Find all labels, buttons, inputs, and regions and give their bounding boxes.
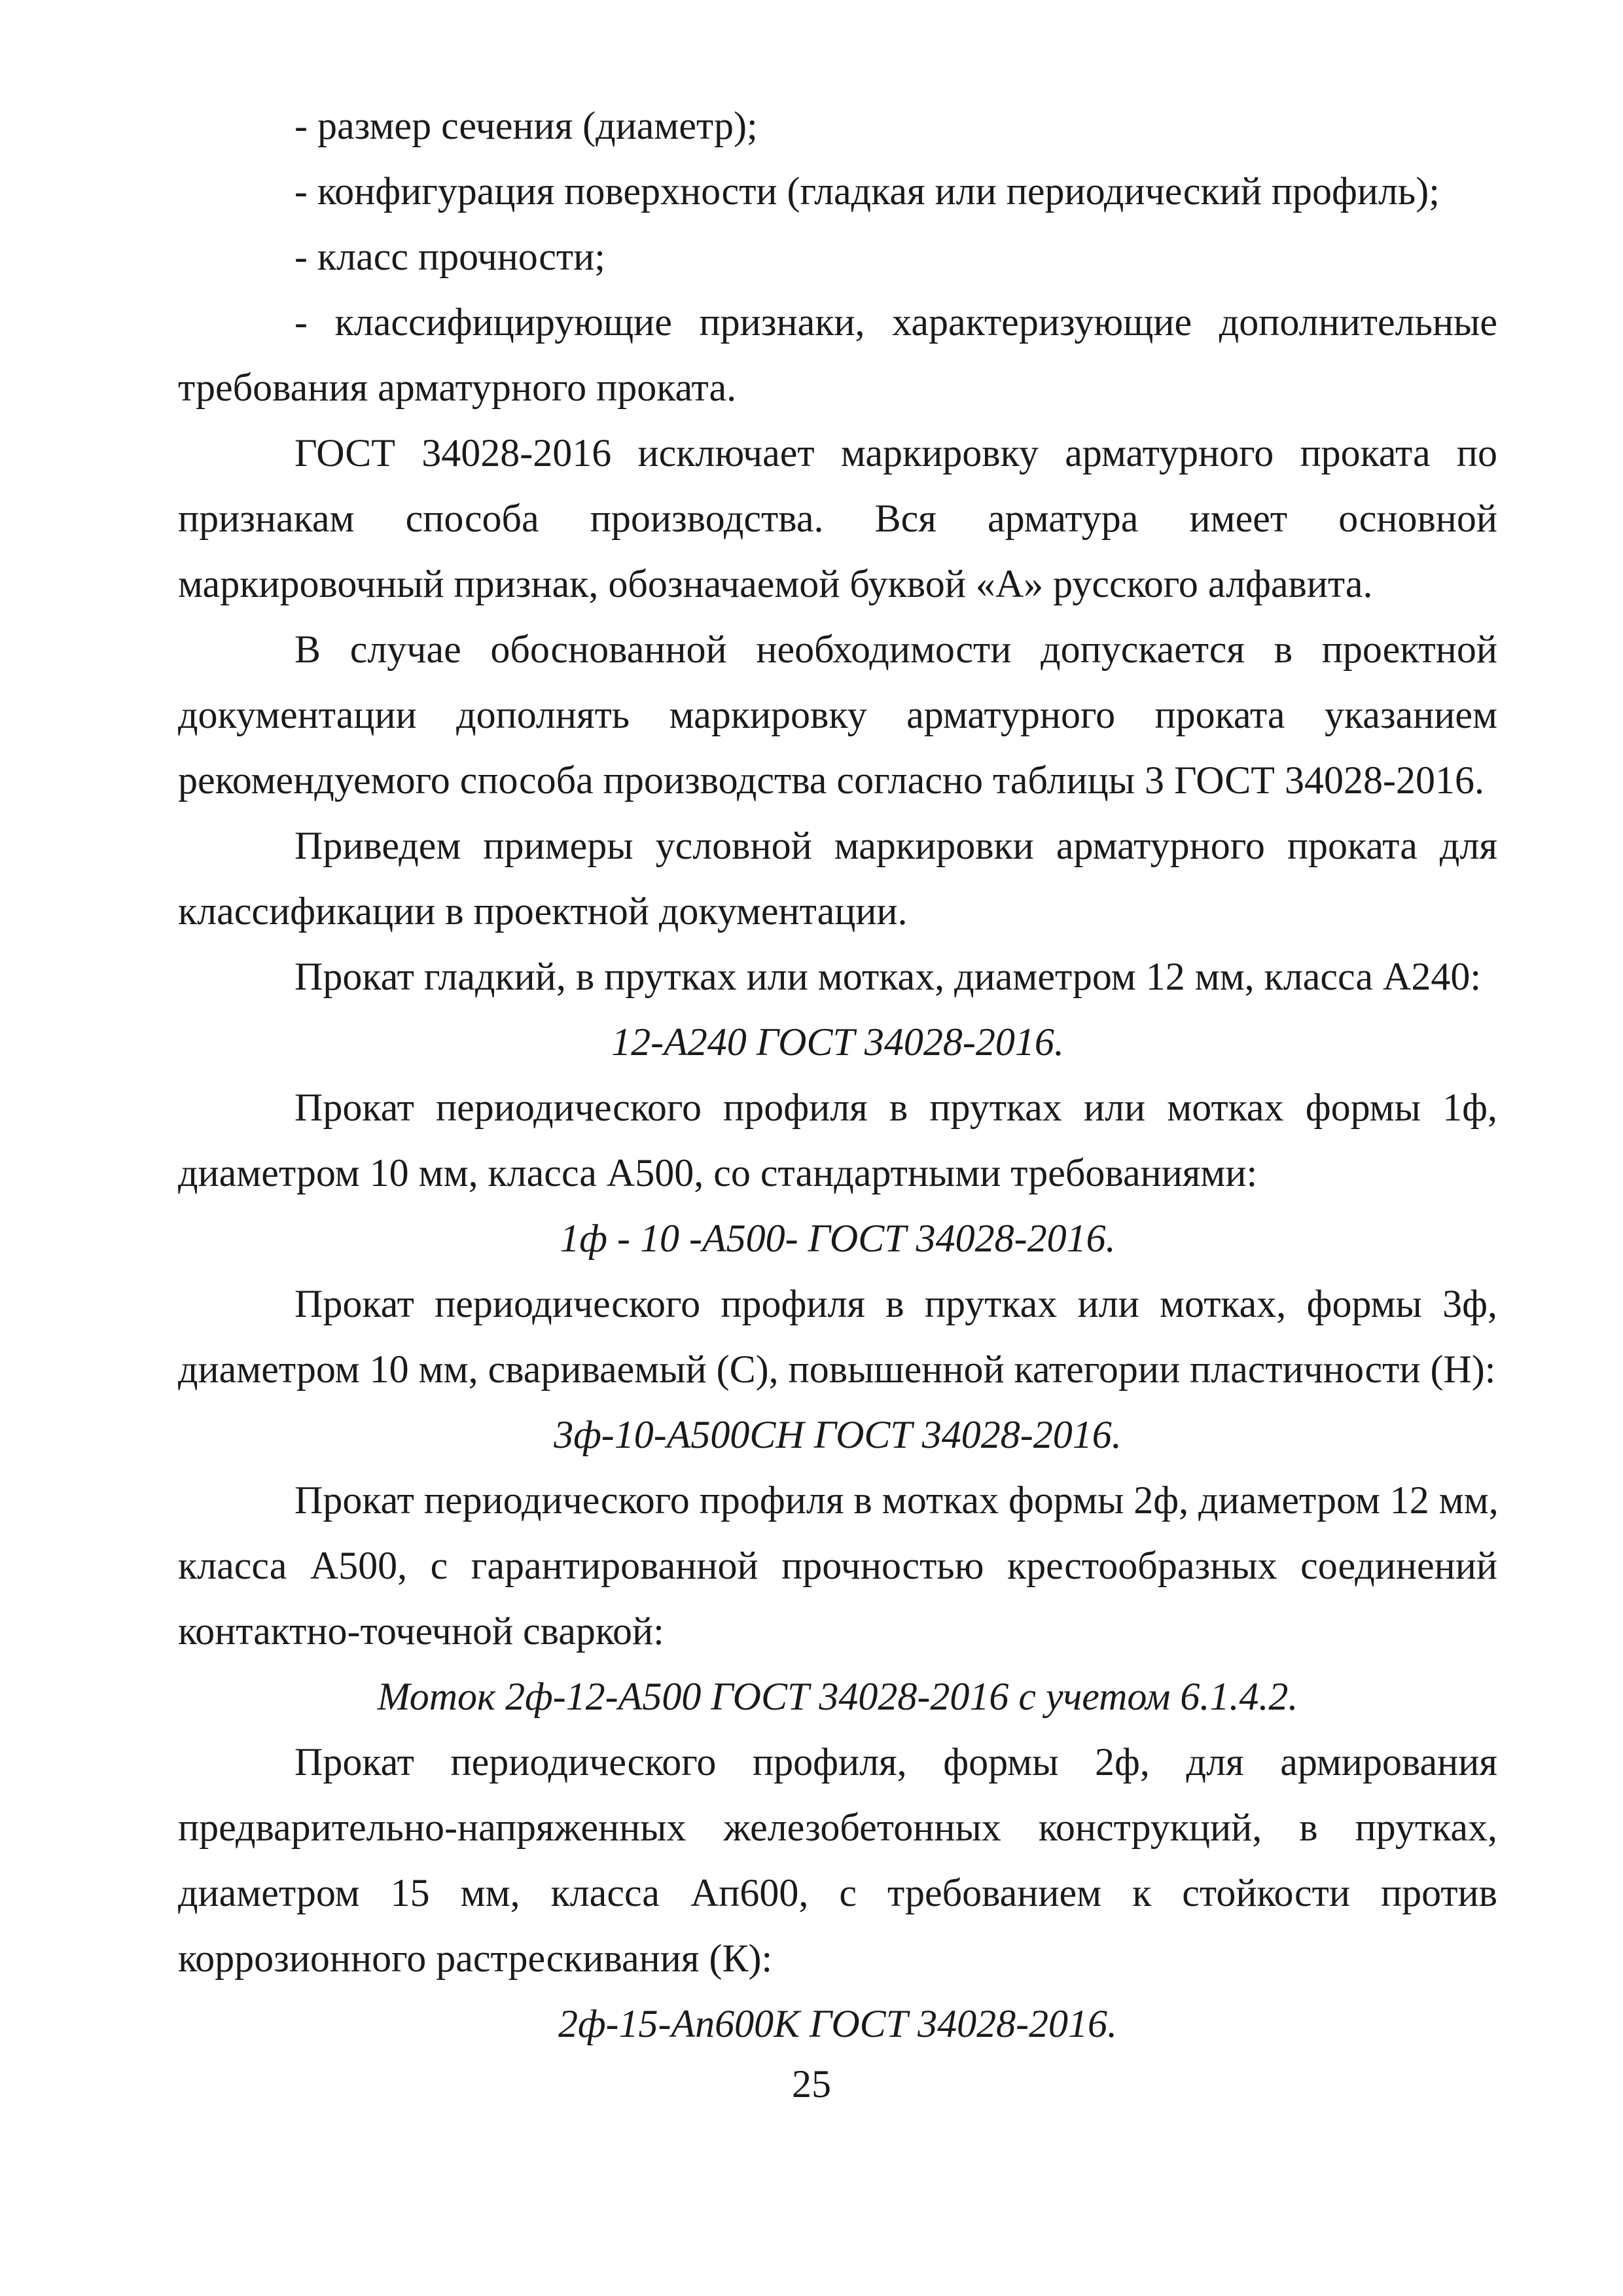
example5-line2: предварительно-напряженных железобетонных конструкций, в прутках, xyxy=(178,1806,1497,1849)
example3-line1: Прокат периодического профиля в прутках или мотках, формы 3ф, xyxy=(294,1282,1497,1325)
example5-line4: коррозионного растрескивания (К): xyxy=(178,1937,773,1980)
list-item-surface: - конфигурация поверхности (гладкая или периодический профиль); xyxy=(294,170,1440,213)
example4-line1: Прокат периодического профиля в мотках формы 2ф, диаметром 12 мм, xyxy=(294,1479,1499,1522)
example5-line1: Прокат периодического профиля, формы 2ф, для армирования xyxy=(294,1740,1497,1784)
example2-line1: Прокат периодического профиля в прутках или мотках формы 1ф, xyxy=(294,1086,1497,1129)
para1-line2: требования арматурного проката. xyxy=(178,366,737,409)
para1-line1: - классифицирующие признаки, характеризующие дополнительные xyxy=(294,300,1497,344)
example2-line2: диаметром 10 мм, класса А500, со стандартными требованиями: xyxy=(178,1151,1258,1194)
para2-line2: признакам способа производства. Вся арматура имеет основной xyxy=(178,497,1497,540)
para2-line1: ГОСТ 34028-2016 исключает маркировку арматурного проката по xyxy=(294,431,1497,475)
example4-code: Моток 2ф-12-А500 ГОСТ 34028-2016 с учетом 6.1.4.2. xyxy=(377,1675,1298,1718)
example1-code: 12-А240 ГОСТ 34028-2016. xyxy=(611,1020,1064,1064)
para4-line1: Приведем примеры условной маркировки арматурного проката для xyxy=(294,824,1497,867)
example3-line2: диаметром 10 мм, свариваемый (С), повышенной категории пластичности (Н): xyxy=(178,1348,1496,1391)
para3-line3: рекомендуемого способа производства согласно таблицы 3 ГОСТ 34028-2016. xyxy=(178,759,1484,802)
list-item-strength-class: - класс прочности; xyxy=(294,235,605,278)
example1-description: Прокат гладкий, в прутках или мотках, диаметром 12 мм, класса А240: xyxy=(294,955,1482,998)
para3-line1: В случае обоснованной необходимости допускается в проектной xyxy=(294,628,1497,671)
list-item-size: - размер сечения (диаметр); xyxy=(294,104,758,147)
para4-line2: классификации в проектной документации. xyxy=(178,889,908,933)
para2-line3: маркировочный признак, обозначаемой буквой «А» русского алфавита. xyxy=(178,562,1373,605)
example4-line3: контактно-точечной сваркой: xyxy=(178,1609,664,1653)
para3-line2: документации дополнять маркировку арматурного проката указанием xyxy=(178,693,1497,736)
page-number: 25 xyxy=(792,2062,831,2106)
example3-code: 3ф-10-А500СН ГОСТ 34028-2016. xyxy=(554,1413,1122,1456)
example4-line2: класса А500, с гарантированной прочностью крестообразных соединений xyxy=(178,1544,1497,1587)
example5-code: 2ф-15-Ап600К ГОСТ 34028-2016. xyxy=(558,2002,1118,2045)
example2-code: 1ф - 10 -А500- ГОСТ 34028-2016. xyxy=(560,1217,1116,1260)
example5-line3: диаметром 15 мм, класса Ап600, с требованием к стойкости против xyxy=(178,1871,1497,1914)
